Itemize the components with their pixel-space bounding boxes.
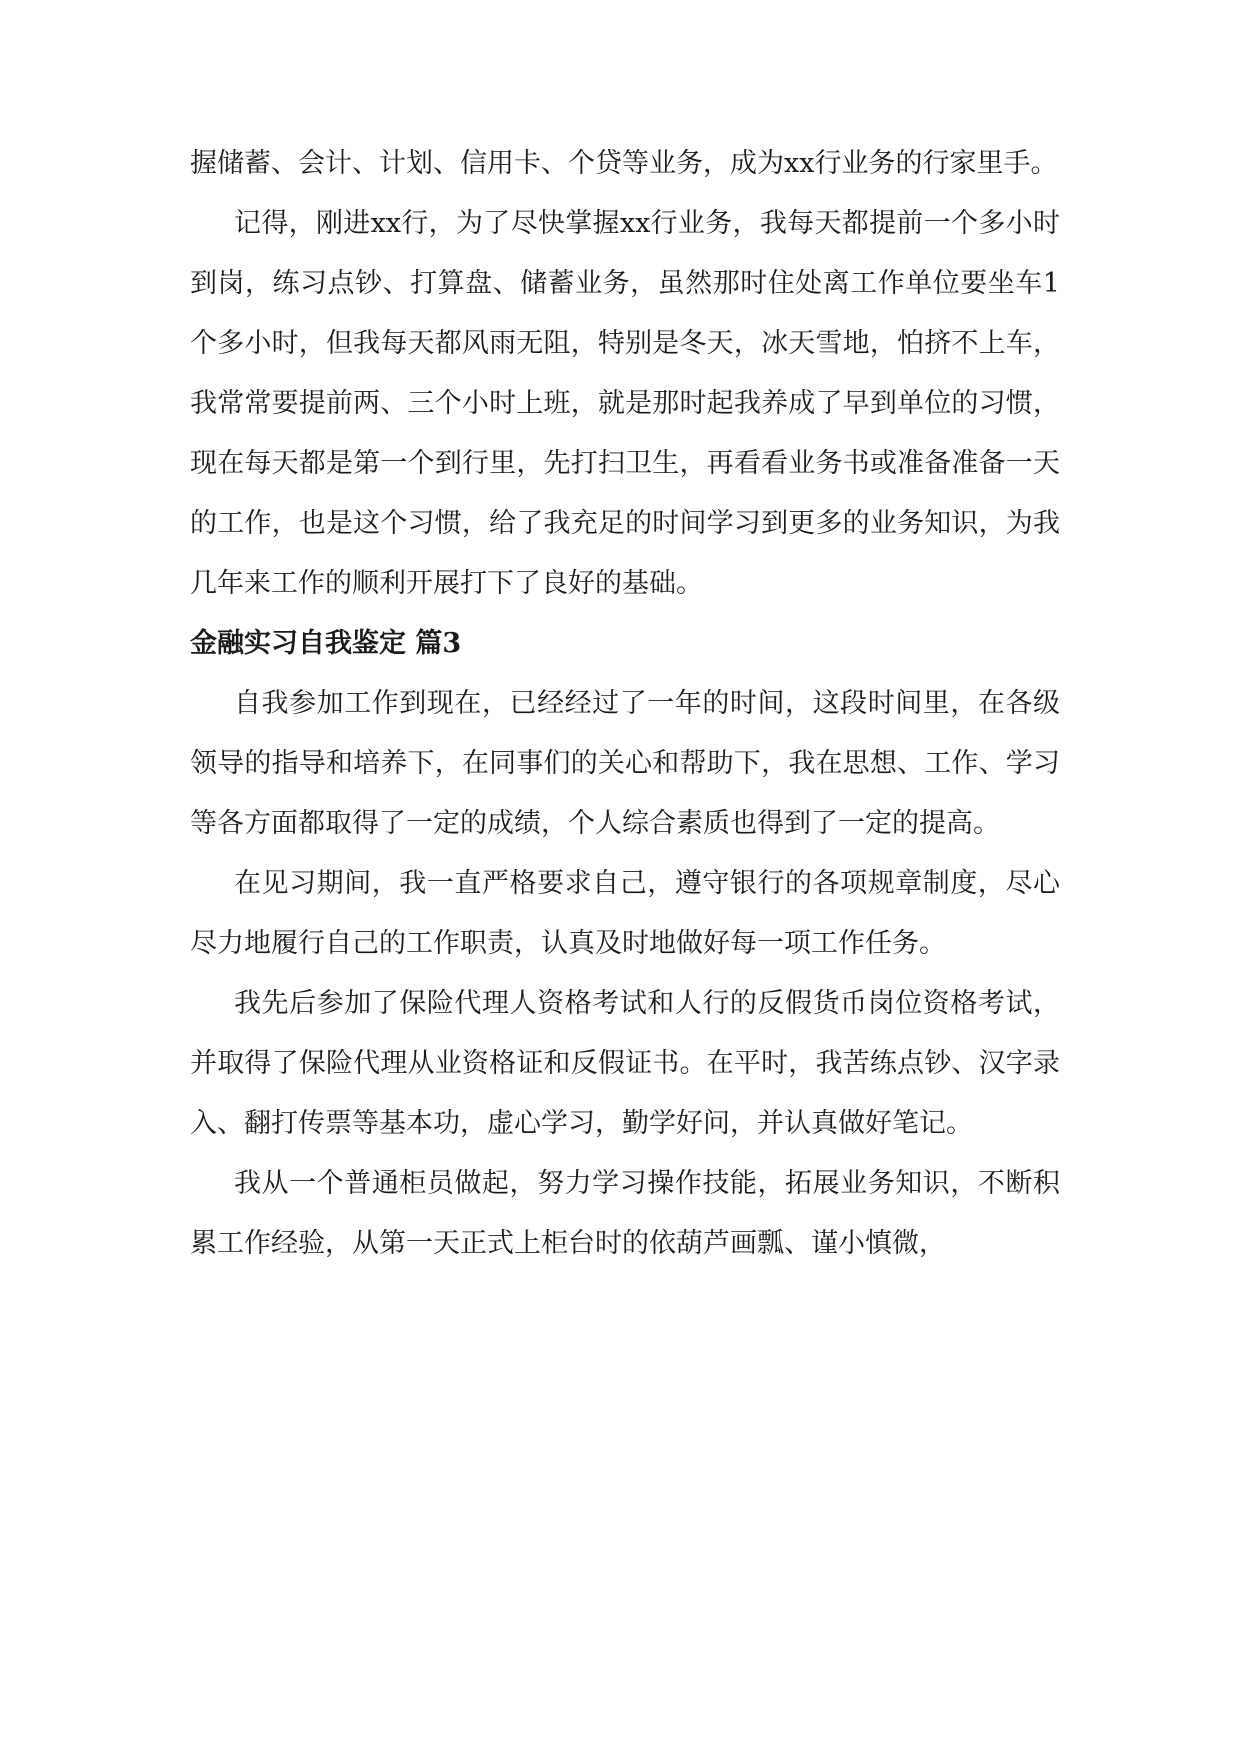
paragraph: 我先后参加了保险代理人资格考试和人行的反假货币岗位资格考试，并取得了保险代理从业资格证和反假证书。在平时，我苦练点钞、汉字录入、翻打传票等基本功，虚心学习，勤学好问，并认真做好笔记。 bbox=[190, 988, 1060, 1139]
paragraph: 我从一个普通柜员做起，努力学习操作技能，拓展业务知识，不断积累工作经验，从第一天正式上柜台时的依葫芦画瓢、谨小慎微， bbox=[190, 1168, 1060, 1259]
paragraph-continued: 握储蓄、会计、计划、信用卡、个贷等业务，成为xx行业务的行家里手。 bbox=[190, 148, 1058, 179]
document-body bbox=[190, 134, 1060, 1274]
paragraph: 自我参加工作到现在，已经经过了一年的时间，这段时间里，在各级领导的指导和培养下，在同事们的关心和帮助下，我在思想、工作、学习等各方面都取得了一定的成绩，个人综合素质也得到了一定的提高。 bbox=[190, 688, 1060, 839]
section-heading: 金融实习自我鉴定 篇3 bbox=[190, 628, 462, 659]
paragraph: 在见习期间，我一直严格要求自己，遵守银行的各项规章制度，尽心尽力地履行自己的工作职责，认真及时地做好每一项工作任务。 bbox=[190, 868, 1060, 959]
paragraph: 记得，刚进xx行，为了尽快掌握xx行业务，我每天都提前一个多小时到岗，练习点钞、打算盘、储蓄业务，虽然那时住处离工作单位要坐车1个多小时，但我每天都风雨无阻，特别是冬天，冰天雪地，怕挤不上车，我常常要提前两、三个小时上班，就是那时起我养成了早到单位的习惯，现在每天都是第一个到行里，先打扫卫生，再看看业务书或准备准备一天的工作，也是这个习惯，给了我充足的时间学习到更多的业务知识，为我几年来工作的顺利开展打下了良好的基础。 bbox=[190, 208, 1060, 599]
